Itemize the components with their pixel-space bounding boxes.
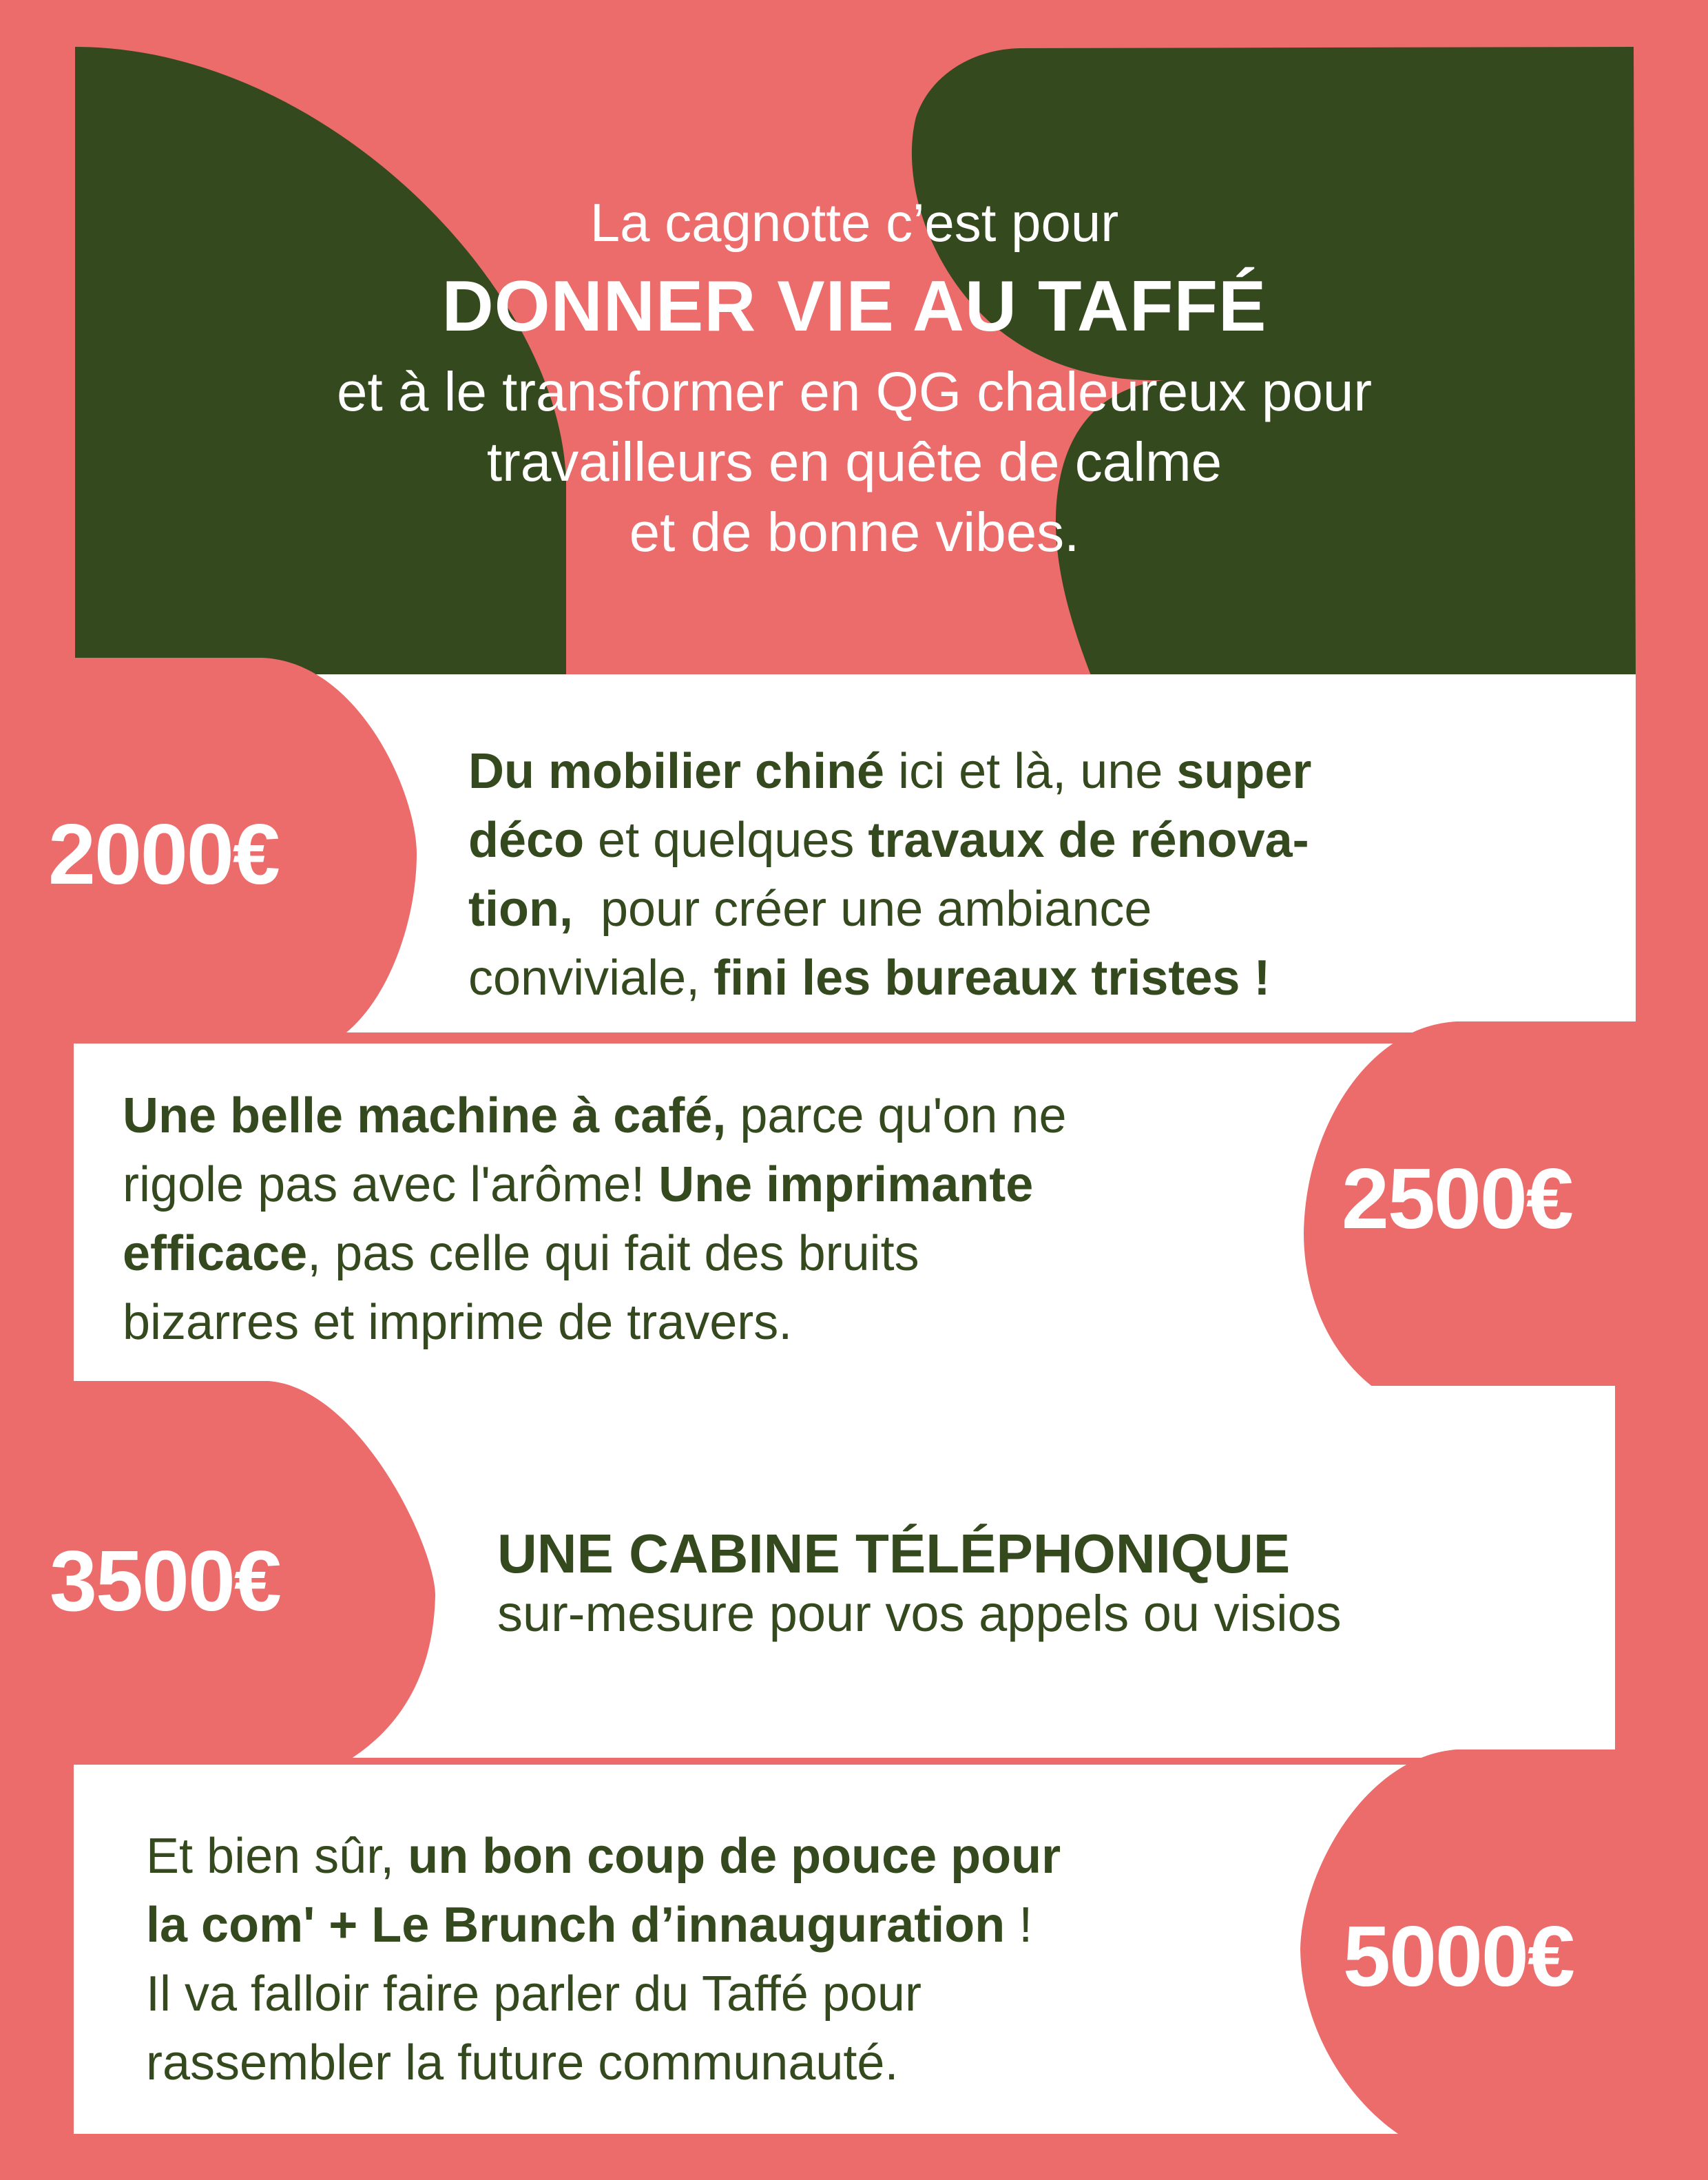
- text-line: [123, 1219, 1067, 1288]
- amount-2000: 2000€: [48, 807, 279, 902]
- bold-text: la com' + Le Brunch d’innauguration: [146, 1898, 1006, 1953]
- regular-text: bizarres et imprime de travers.: [123, 1295, 793, 1350]
- regular-text: !: [1005, 1898, 1033, 1953]
- header-body-line: et à le transformer en QG chaleureux pour: [337, 361, 1372, 422]
- text-line: [123, 1150, 1067, 1219]
- text-line: [468, 806, 1311, 875]
- text-line: [123, 1081, 1067, 1150]
- regular-text: parce qu'on ne: [726, 1088, 1067, 1143]
- regular-text: conviviale,: [468, 951, 714, 1006]
- header-intro: La cagnotte c’est pour: [590, 192, 1119, 253]
- bold-text: travaux de rénova-: [868, 813, 1309, 868]
- text-line: [146, 1891, 1061, 1960]
- amount-3500: 3500€: [50, 1534, 280, 1629]
- bold-text: déco: [468, 813, 585, 868]
- bold-text: Du mobilier chiné: [468, 744, 885, 799]
- bold-text: fini les bureaux tristes !: [714, 951, 1271, 1006]
- text-line: [468, 875, 1311, 944]
- header-body-line: travailleurs en quête de calme: [486, 431, 1222, 492]
- tier-4-description: [146, 1822, 1061, 2097]
- regular-text: pour créer une ambiance: [572, 882, 1152, 937]
- text-line: [146, 1960, 1061, 2028]
- text-line: [468, 944, 1311, 1013]
- tier-3-subtitle: sur-mesure pour vos appels ou visios: [497, 1585, 1342, 1642]
- amount-5000: 5000€: [1343, 1909, 1574, 2004]
- regular-text: ici et là, une: [884, 744, 1177, 799]
- header-headline: DONNER VIE AU TAFFÉ: [441, 267, 1267, 346]
- regular-text: Il va falloir faire parler du Taffé pour: [146, 1966, 921, 2022]
- tier-3-title: UNE CABINE TÉLÉPHONIQUE: [497, 1523, 1291, 1584]
- tier-2-description: [123, 1081, 1067, 1357]
- text-line: [123, 1288, 1067, 1357]
- bold-text: super: [1176, 744, 1312, 799]
- header-body: [75, 357, 1634, 568]
- header: [75, 47, 1634, 677]
- regular-text: rigole pas avec l'arôme!: [123, 1157, 659, 1212]
- text-line: [146, 2028, 1061, 2097]
- regular-text: , pas celle qui fait des bruits: [307, 1226, 919, 1281]
- bold-text: un bon coup de pouce pour: [408, 1829, 1061, 1884]
- text-line: [468, 737, 1311, 806]
- bold-text: Une imprimante: [658, 1157, 1034, 1212]
- header-body-line: et de bonne vibes.: [629, 501, 1080, 563]
- text-line: [146, 1822, 1061, 1891]
- regular-text: et quelques: [584, 813, 868, 868]
- tier-1-description: [468, 737, 1311, 1013]
- bold-text: Une belle machine à café,: [123, 1088, 727, 1143]
- regular-text: Et bien sûr,: [146, 1829, 408, 1884]
- bold-text: tion,: [468, 882, 573, 937]
- amount-2500: 2500€: [1342, 1152, 1572, 1247]
- regular-text: rassembler la future communauté.: [146, 2035, 899, 2090]
- bold-text: efficace: [123, 1226, 308, 1281]
